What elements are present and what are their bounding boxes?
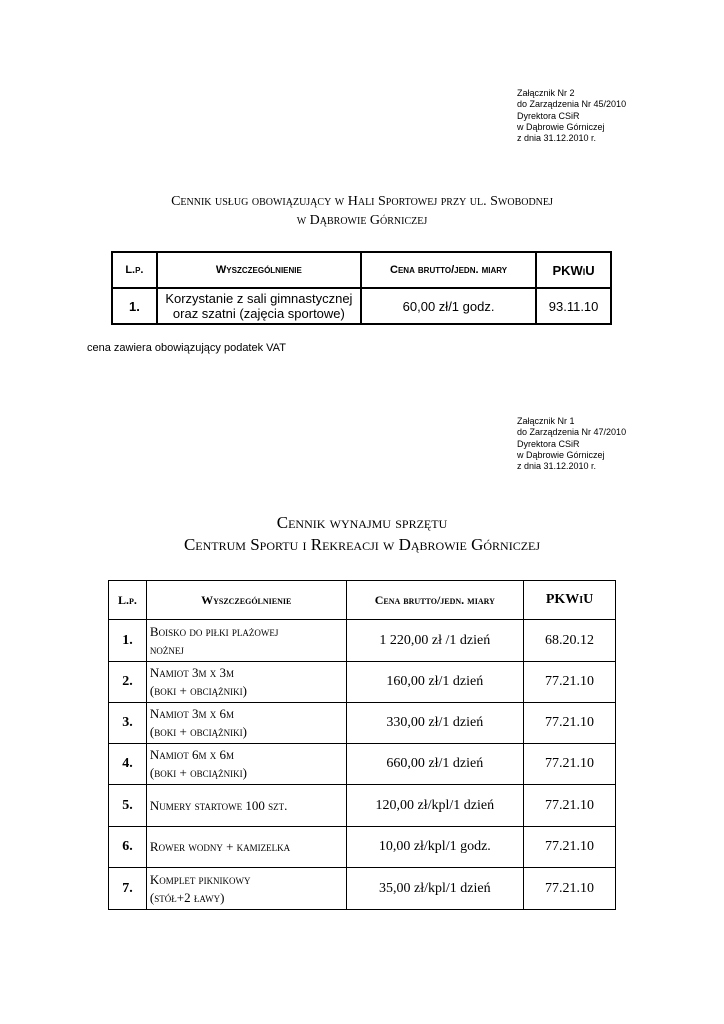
annex-line: z dnia 31.12.2010 r. (517, 461, 597, 472)
cell-lp: 4. (109, 744, 147, 785)
annex-line: w Dąbrowie Górniczej (517, 449, 605, 460)
cell-pkwiu: 77.21.10 (524, 662, 616, 703)
desc-line: oraz szatni (zajęcia sportowe) (172, 306, 345, 321)
table-row (109, 827, 616, 868)
title-line: Centrum Sportu i Rekreacji w Dąbrowie Górniczej (183, 535, 541, 554)
header-pkwiu: PKWiU (524, 581, 616, 620)
cell-pkwiu: 77.21.10 (524, 785, 616, 827)
annex-line: Załącznik Nr 1 (517, 416, 575, 426)
desc-line: Rower wodny + kamizelka (149, 839, 291, 854)
annex-line: z dnia 31.12.2010 r. (517, 133, 597, 144)
section-title-2 (0, 512, 724, 556)
table-row (109, 620, 616, 662)
table-row (112, 288, 611, 324)
desc-line: (boki + obciążniki) (149, 683, 247, 698)
desc-line: Namiot 6m x 6m (149, 747, 235, 762)
desc-line: Boisko do piłki plażowej (149, 623, 279, 639)
cell-lp: 5. (109, 785, 147, 827)
cell-desc (146, 744, 346, 785)
desc-line: Korzystanie z sali gimnastycznej (165, 291, 353, 306)
header-pkwiu: PKWiU (536, 252, 611, 288)
cell-desc (146, 662, 346, 703)
vat-note: cena zawiera obowiązujący podatek VAT (87, 342, 286, 354)
annex-line: Dyrektora CSiR (517, 438, 580, 449)
table-row (109, 785, 616, 827)
annex-line: Załącznik Nr 2 (517, 88, 575, 98)
table-row (109, 744, 616, 785)
desc-line: Numery startowe 100 szt. (149, 797, 288, 813)
cell-price: 160,00 zł/1 dzień (346, 662, 524, 703)
cell-price: 660,00 zł/1 dzień (346, 744, 524, 785)
desc-line: Komplet piknikowy (149, 871, 251, 887)
table-header-row (112, 252, 611, 288)
cell-price: 35,00 zł/kpl/1 dzień (346, 868, 524, 910)
cell-lp: 1. (112, 288, 157, 324)
cell-desc (146, 785, 346, 827)
header-lp: L.p. (112, 252, 157, 288)
cell-desc (146, 703, 346, 744)
annex-line: do Zarządzenia Nr 47/2010 (517, 427, 627, 438)
cell-lp: 1. (109, 620, 147, 662)
cell-desc (146, 868, 346, 910)
cell-price: 120,00 zł/kpl/1 dzień (346, 785, 524, 827)
cell-price: 1 220,00 zł /1 dzień (346, 620, 524, 662)
cell-pkwiu: 68.20.12 (524, 620, 616, 662)
cell-lp: 2. (109, 662, 147, 703)
price-table-hall (111, 251, 612, 325)
cell-lp: 3. (109, 703, 147, 744)
header-price: Cena brutto/jedn. miary (361, 252, 536, 288)
desc-line: (boki + obciążniki) (149, 724, 247, 739)
annex-note-2 (517, 416, 626, 472)
cell-desc (146, 620, 346, 662)
cell-price: 330,00 zł/1 dzień (346, 703, 524, 744)
annex-line: Dyrektora CSiR (517, 110, 580, 121)
desc-line: Namiot 3m x 3m (149, 665, 235, 680)
desc-line: (stół+2 ławy) (149, 889, 225, 905)
cell-pkwiu: 77.21.10 (524, 703, 616, 744)
title-line: w Dąbrowie Górniczej (296, 213, 428, 228)
title-line: Cennik usług obowiązujący w Hali Sportowej przy ul. Swobodnej (171, 194, 553, 209)
annex-line: w Dąbrowie Górniczej (517, 121, 605, 132)
cell-pkwiu: 93.11.10 (536, 288, 611, 324)
table-row (109, 703, 616, 744)
table-header-row (109, 581, 616, 620)
cell-pkwiu: 77.21.10 (524, 868, 616, 910)
cell-lp: 6. (109, 827, 147, 868)
cell-lp: 7. (109, 868, 147, 910)
desc-line: nożnej (149, 641, 184, 657)
desc-line: (boki + obciążniki) (149, 765, 247, 780)
header-desc: Wyszczególnienie (146, 581, 346, 620)
table-row (109, 662, 616, 703)
table-row (109, 868, 616, 910)
section-title-1 (0, 192, 724, 230)
cell-price: 60,00 zł/1 godz. (361, 288, 536, 324)
cell-desc (146, 827, 346, 868)
header-price: Cena brutto/jedn. miary (346, 581, 524, 620)
price-table-equipment (108, 580, 616, 910)
desc-line: Namiot 3m x 6m (149, 706, 235, 721)
header-lp: L.p. (109, 581, 147, 620)
cell-desc (157, 288, 361, 324)
title-line: Cennik wynajmu sprzętu (276, 513, 448, 532)
annex-line: do Zarządzenia Nr 45/2010 (517, 99, 627, 110)
cell-pkwiu: 77.21.10 (524, 827, 616, 868)
header-desc: Wyszczególnienie (157, 252, 361, 288)
cell-pkwiu: 77.21.10 (524, 744, 616, 785)
cell-price: 10,00 zł/kpl/1 godz. (346, 827, 524, 868)
annex-note-1 (517, 88, 626, 144)
